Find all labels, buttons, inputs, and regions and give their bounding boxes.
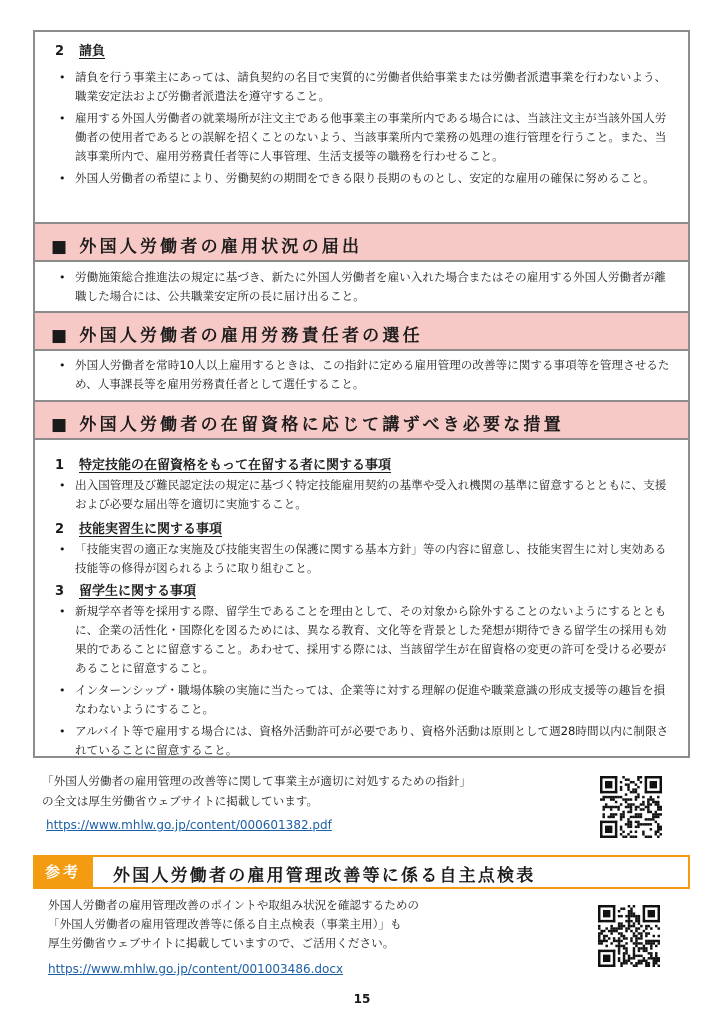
page-number: 15 — [353, 992, 371, 1006]
section-header-todokede: ■ 外国人労働者の雇用状況の届出 — [35, 222, 688, 262]
section-header-sochi: ■ 外国人労働者の在留資格に応じて講ずべき必要な措置 — [35, 400, 688, 440]
section-header-sennin: ■ 外国人労働者の雇用労務責任者の選任 — [35, 311, 688, 351]
subsection-heading-ginou: 2 技能実習生に関する事項 — [55, 522, 223, 537]
reference-url-link[interactable]: https://www.mhlw.go.jp/content/001003486.docx — [48, 962, 344, 976]
reference-header — [33, 855, 690, 889]
list-item: • インターンシップ・職場体験の実施に当たっては、企業等に対する理解の促進や職業意識の形成支援等の趣旨を損なわないようにすること。 — [59, 681, 674, 719]
reference-line2: 「外国人労働者の雇用管理改善等に係る自主点検表（事業主用）」も — [48, 917, 402, 931]
list-item: • 労働施策総合推進法の規定に基づき、新たに外国人労働者を雇い入れた場合またはその雇用する外国人労働者が離職した場合には、公共職業安定所の長に届け出ること。 — [59, 268, 674, 306]
guideline-url-link[interactable]: https://www.mhlw.go.jp/content/000601382.pdf — [46, 818, 332, 832]
bullet-list-todokede — [59, 268, 674, 309]
reference-tag: 参考 — [33, 855, 93, 889]
bullet-list-ukeoi — [59, 68, 674, 191]
list-item: • 外国人労働者の希望により、労働契約の期間をできる限り長期のものとし、安定的な雇用の確保に努めること。 — [59, 169, 674, 188]
qr-code-icon — [600, 776, 662, 838]
list-item: • 出入国管理及び難民認定法の規定に基づく特定技能雇用契約の基準や受入れ機関の基準に留意するとともに、支援および必要な届出等を適切に実施すること。 — [59, 476, 674, 514]
bullet-list-ginou — [59, 540, 674, 581]
list-item: • 雇用する外国人労働者の就業場所が注文主である他事業主の事業所内である場合には、当該注文主が当該外国人労働者の使用者であるとの誤解を招くことのないよう、当該事業所内で業務の処理の進行管理を行うこと。また、当該事業所内で、雇用労務責任者等に人事管理、生活支援等の職務を行わせること。 — [59, 109, 674, 166]
subsection-heading-ryugaku: 3 留学生に関する事項 — [55, 584, 197, 599]
qr-code-icon — [598, 905, 660, 967]
guideline-box — [33, 30, 690, 758]
reference-line1: 外国人労働者の雇用管理改善のポイントや取組み状況を確認するための — [48, 898, 420, 912]
list-item: • 新規学卒者等を採用する際、留学生であることを理由として、その対象から除外することのないようにするとともに、企業の活性化・国際化を図るためには、異なる教育、文化等を背景とした発想が期待できる留学生の採用も効果的であることに留意すること。あわせて、採用する際には、当該留学生が在留資格の変更の許可を受ける必要があることに留意すること。 — [59, 602, 674, 678]
reference-line3: 厚生労働省ウェブサイトに掲載していますので、ご活用ください。 — [48, 936, 395, 950]
bullet-list-sennin — [59, 356, 674, 397]
list-item: • 外国人労働者を常時10人以上雇用するときは、この指針に定める雇用管理の改善等に関する事項等を管理させるため、人事課長等を雇用労務責任者として選任すること。 — [59, 356, 674, 394]
list-item: • アルバイト等で雇用する場合には、資格外活動許可が必要であり、資格外活動は原則として週28時間以内に制限されていることに留意すること。 — [59, 722, 674, 760]
bullet-list-tokutei — [59, 476, 674, 517]
guideline-note-line1: 「外国人労働者の雇用管理の改善等に関して事業主が適切に対処するための指針」 — [42, 774, 471, 788]
bullet-list-ryugaku — [59, 602, 674, 763]
subsection-heading-tokutei: 1 特定技能の在留資格をもって在留する者に関する事項 — [55, 458, 392, 473]
subsection-heading-ukeoi: 2 請負 — [55, 44, 106, 59]
guideline-note-line2: の全文は厚生労働省ウェブサイトに掲載しています。 — [42, 794, 319, 808]
list-item: • 「技能実習の適正な実施及び技能実習生の保護に関する基本方針」等の内容に留意し、技能実習生に対し実効ある技能等の修得が図られるように取り組むこと。 — [59, 540, 674, 578]
reference-title: 外国人労働者の雇用管理改善等に係る自主点検表 — [113, 866, 536, 886]
list-item: • 請負を行う事業主にあっては、請負契約の名目で実質的に労働者供給事業または労働者派遣事業を行わないよう、職業安定法および労働者派遣法を遵守すること。 — [59, 68, 674, 106]
